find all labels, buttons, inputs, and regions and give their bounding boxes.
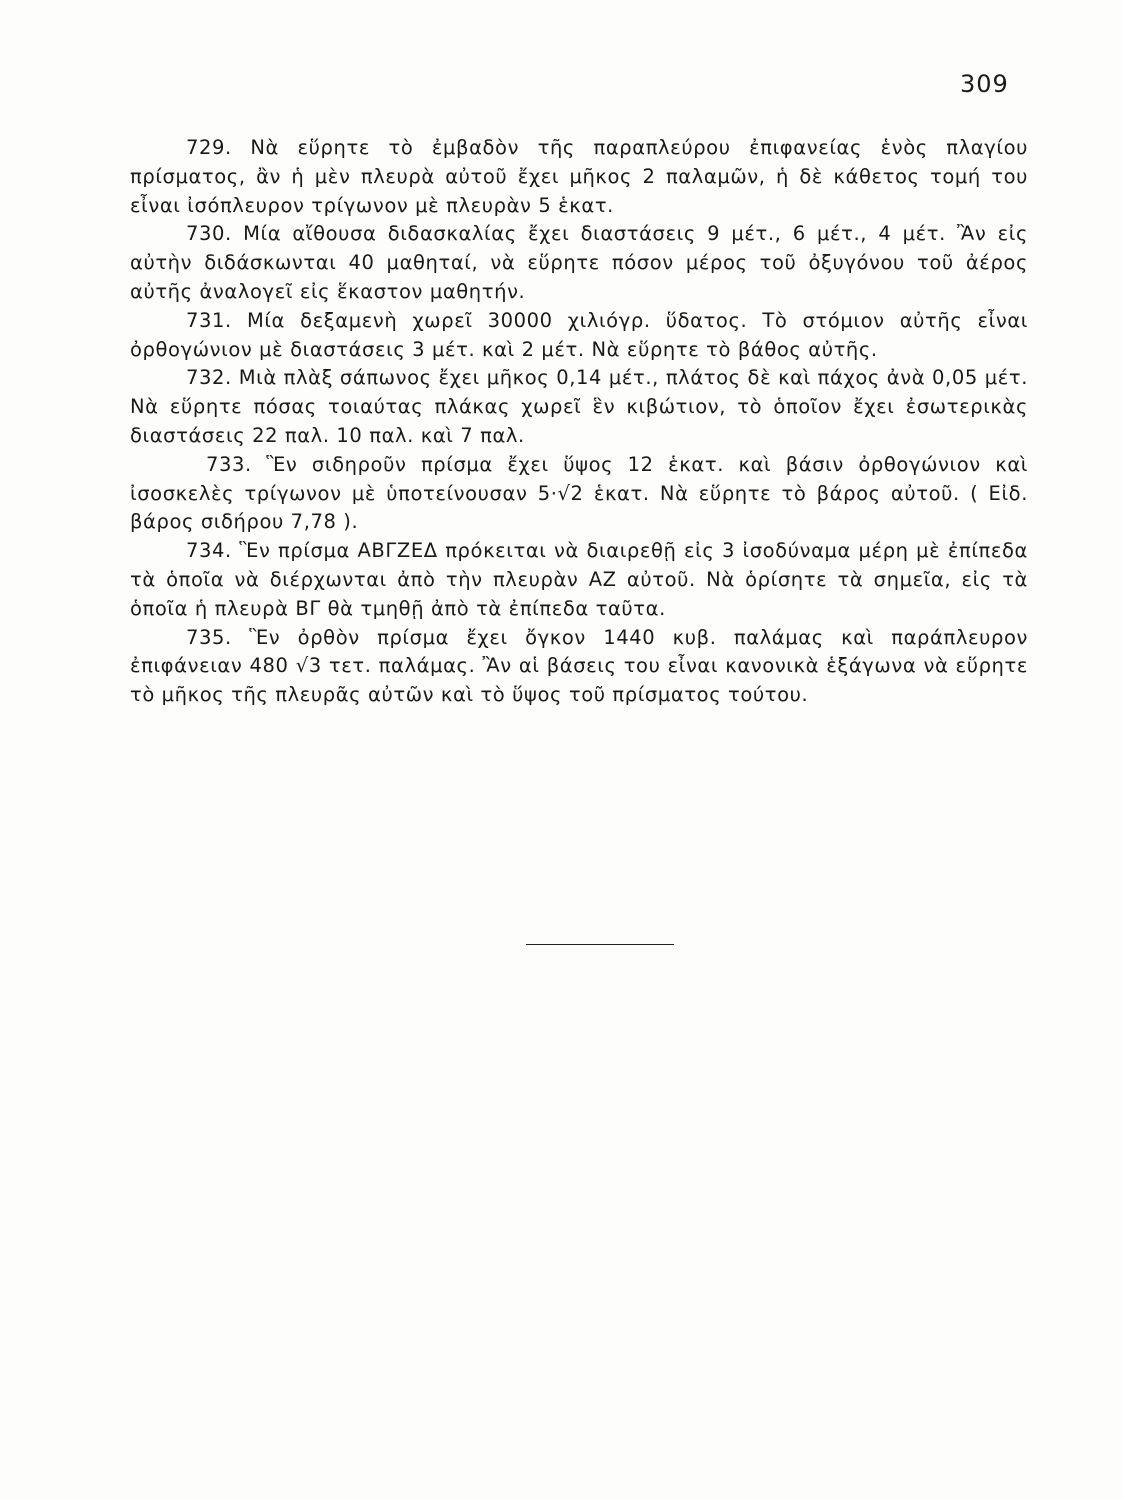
page-number: 309 [960, 70, 1009, 98]
section-divider [526, 944, 674, 945]
problem-text: Νὰ εὕρητε τὸ ἐμβαδὸν τῆς παραπλεύρου ἐπιφανείας ἑνὸς πλαγίου πρίσματος, ἂν ἡ μὲν πλευρὰ αὐτοῦ ἔχει μῆκος 2 παλαμῶν, ἡ δὲ κάθετος τομή του εἶναι ἰσόπλευρον τρίγωνον μὲ πλευρὰν 5 ἑκατ. [130, 136, 1028, 217]
problem-number: 730. [186, 222, 232, 246]
problem-number: 734. [186, 539, 232, 563]
problem-text: Μία αἴθουσα διδασκαλίας ἔχει διαστάσεις 9 μέτ., 6 μέτ., 4 μέτ. Ἂν εἰς αὐτὴν διδάσκωνται 40 μαθηταί, νὰ εὕρητε πόσον μέρος τοῦ ὀξυγόνου τοῦ ἀέρος αὐτῆς ἀναλογεῖ εἰς ἕκαστον μαθητήν. [130, 222, 1028, 303]
problem-number: 732. [186, 366, 232, 390]
problem-730 [130, 220, 1028, 306]
problem-number: 729. [186, 136, 232, 159]
problem-number: 731. [186, 308, 232, 332]
problem-729 [130, 134, 1028, 220]
problem-735 [130, 624, 1028, 710]
problem-text: Ἓν σιδηροῦν πρίσμα ἔχει ὕψος 12 ἑκατ. καὶ βάσιν ὀρθογώνιον καὶ ἰσοσκελὲς τρίγωνον μὲ ὑποτείνουσαν 5·√2 ἑκατ. Νὰ εὕρητε τὸ βάρος αὐτοῦ. ( Εἰδ. βάρος σιδήρου 7,78 ). [130, 452, 1028, 534]
problem-731 [130, 307, 1028, 365]
problem-text: Μιὰ πλὰξ σάπωνος ἔχει μῆκος 0,14 μέτ., πλάτος δὲ καὶ πάχος ἀνὰ 0,05 μέτ. Νὰ εὕρητε πόσας τοιαύτας πλάκας χωρεῖ ἓν κιβώτιον, τὸ ὁποῖον ἔχει ἐσωτερικὰς διαστάσεις 22 παλ. 10 παλ. καὶ 7 παλ. [130, 366, 1028, 447]
problem-734 [130, 537, 1028, 623]
problem-733 [130, 451, 1028, 537]
problem-number: 733. [206, 452, 252, 476]
problem-text: Ἓν πρίσμα ΑΒΓΖΕΔ πρόκειται νὰ διαιρεθῇ εἰς 3 ἰσοδύναμα μέρη μὲ ἐπίπεδα τὰ ὁποῖα νὰ διέρχωνται ἀπὸ τὴν πλευρὰν ΑΖ αὐτοῦ. Νὰ ὁρίσητε τὰ σημεῖα, εἰς τὰ ὁποῖα ἡ πλευρὰ ΒΓ θὰ τμηθῇ ἀπὸ τὰ ἐπίπεδα ταῦτα. [130, 539, 1028, 620]
problem-text: Ἓν ὀρθὸν πρίσμα ἔχει ὄγκον 1440 κυβ. παλάμας καὶ παράπλευρον ἐπιφάνειαν 480 √3 τετ. παλάμας. Ἂν αἱ βάσεις του εἶναι κανονικὰ ἑξάγωνα νὰ εὕρητε τὸ μῆκος τῆς πλευρᾶς αὐτῶν καὶ τὸ ὕψος τοῦ πρίσματος τούτου. [130, 625, 1028, 707]
problem-text: Μία δεξαμενὴ χωρεῖ 30000 χιλιόγρ. ὕδατος. Τὸ στόμιον αὐτῆς εἶναι ὀρθογώνιον μὲ διαστάσεις 3 μέτ. καὶ 2 μέτ. Νὰ εὕρητε τὸ βάθος αὐτῆς. [130, 308, 1028, 361]
problem-list [130, 134, 1028, 710]
problem-number: 735. [186, 625, 232, 649]
problem-732 [130, 364, 1028, 450]
